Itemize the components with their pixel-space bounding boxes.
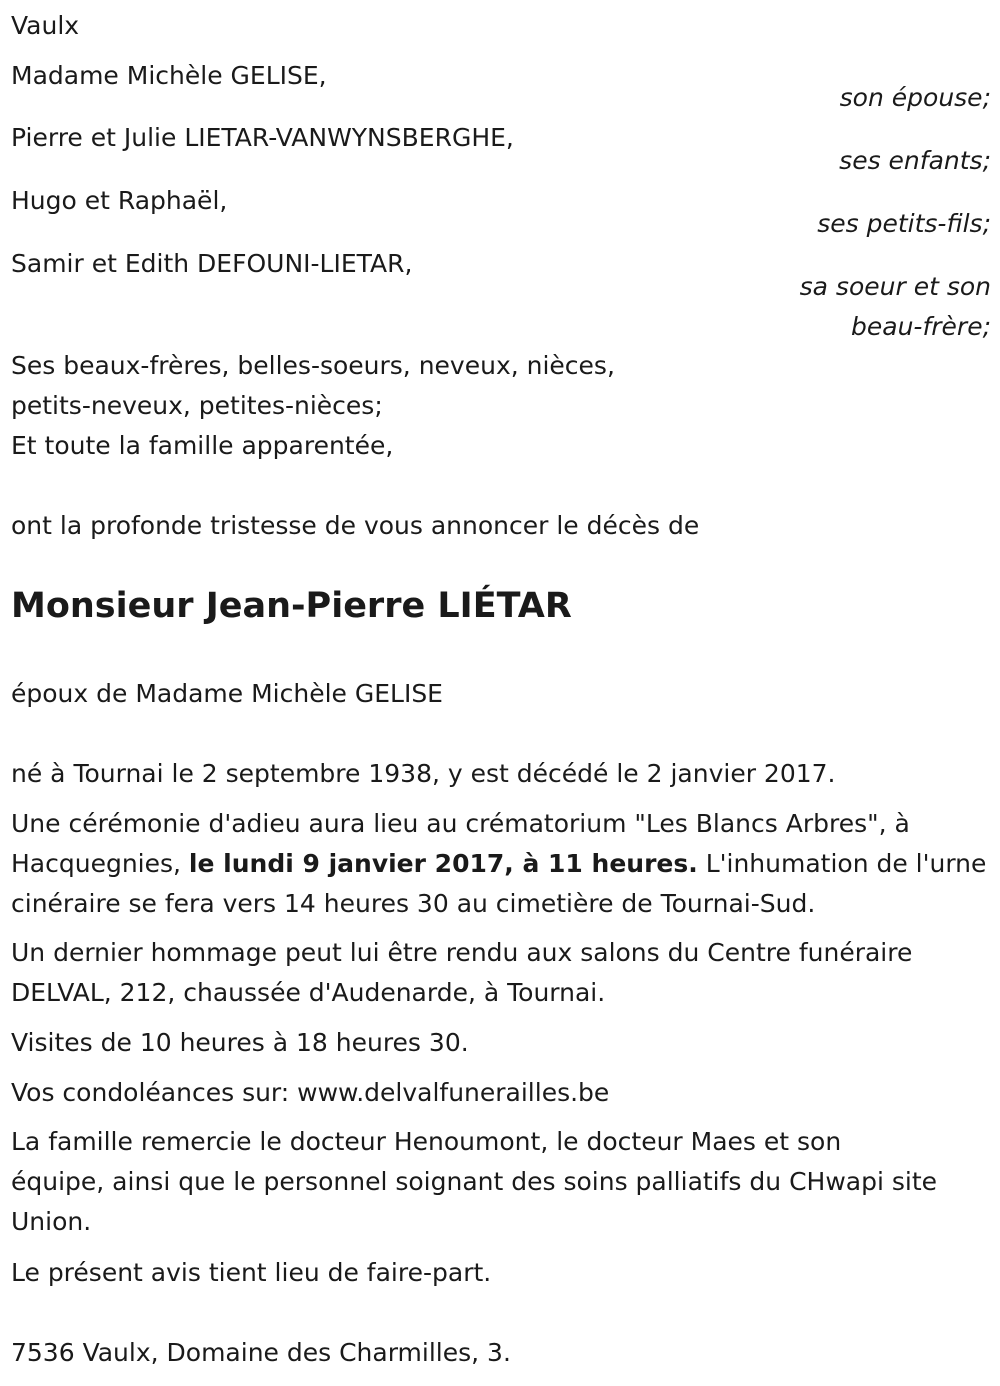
family-member-name: Madame Michèle GELISE, [11,61,327,90]
extended-family-line: Ses beaux-frères, belles-soeurs, neveux, nièces, [11,351,615,380]
ceremony-date: le lundi 9 janvier 2017, à 11 heures. [188,849,698,878]
deceased-name: Monsieur Jean-Pierre LIÉTAR [11,586,572,626]
condolences-line: Vos condoléances sur: www.delvalfunerailles.be [11,1078,610,1107]
notice-line: Le présent avis tient lieu de faire-part. [11,1258,492,1287]
hommage-line: Un dernier hommage peut lui être rendu aux salons du Centre funéraire [11,938,913,967]
extended-family-line: petits-neveux, petites-nièces; [11,391,383,420]
extended-family-line: Et toute la famille apparentée, [11,431,394,460]
birth-death-line: né à Tournai le 2 septembre 1938, y est décédé le 2 janvier 2017. [11,759,836,788]
family-member-role: ses enfants; [839,146,991,175]
family-member-role: son épouse; [839,83,991,112]
family-member-role: ses petits-fils; [817,209,991,238]
family-member-name: Samir et Edith DEFOUNI-LIETAR, [11,249,413,278]
ceremony-place: Hacquegnies, [11,849,189,878]
thanks-line: La famille remercie le docteur Henoumont, le docteur Maes et son [11,1127,842,1156]
thanks-line: équipe, ainsi que le personnel soignant des soins palliatifs du CHwapi site [11,1167,938,1196]
spouse-line: époux de Madame Michèle GELISE [11,679,443,708]
announcement-text: ont la profonde tristesse de vous annoncer le décès de [11,511,700,540]
thanks-line: Union. [11,1207,92,1236]
address-line: 7536 Vaulx, Domaine des Charmilles, 3. [11,1338,511,1367]
ceremony-line: Une cérémonie d'adieu aura lieu au crématorium "Les Blancs Arbres", à [11,809,910,838]
family-member-name: Pierre et Julie LIETAR-VANWYNSBERGHE, [11,123,514,152]
hommage-line: DELVAL, 212, chaussée d'Audenarde, à Tournai. [11,978,606,1007]
family-member-name: Hugo et Raphaël, [11,186,228,215]
header-place: Vaulx [11,11,80,40]
ceremony-line: cinéraire se fera vers 14 heures 30 au cimetière de Tournai-Sud. [11,889,816,918]
visits-line: Visites de 10 heures à 18 heures 30. [11,1028,469,1057]
ceremony-burial: L'inhumation de l'urne [697,849,987,878]
family-member-role: beau-frère; [851,312,991,341]
ceremony-line [11,844,986,884]
family-member-role: sa soeur et son [799,272,991,301]
